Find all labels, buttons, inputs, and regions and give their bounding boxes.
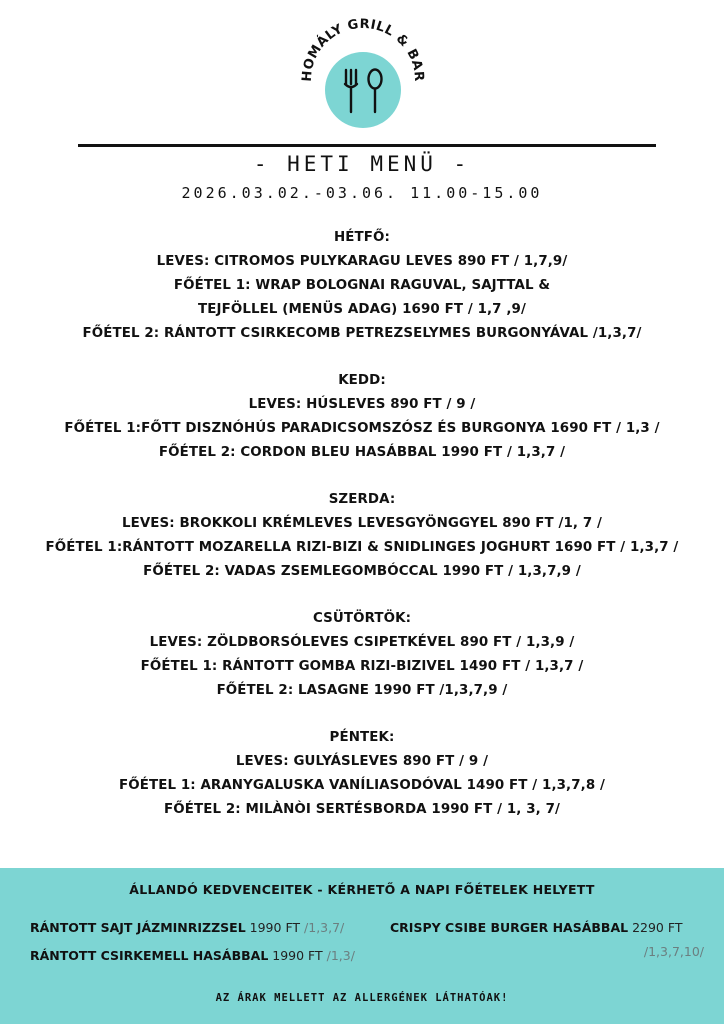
date-range: 2026.03.02.-03.06. 11.00-15.00 xyxy=(181,184,543,202)
menu-line: FŐÉTEL 1: RÁNTOTT GOMBA RIZI-BIZIVEL 1490 FT / 1,3,7 / xyxy=(140,659,584,674)
favorite-allergens: /1,3,7/ xyxy=(304,920,345,935)
favorite-item xyxy=(390,920,682,935)
menu-line: FŐÉTEL 1:RÁNTOTT MOZARELLA RIZI-BIZI & SNIDLINGES JOGHURT 1690 FT / 1,3,7 / xyxy=(45,540,679,555)
favorite-allergens: /1,3,7,10/ xyxy=(643,944,704,959)
menu-line: LEVES: ZÖLDBORSÓLEVES CSIPETKÉVEL 890 FT / 1,3,9 / xyxy=(149,635,575,650)
menu-line: LEVES: CITROMOS PULYKARAGU LEVES 890 FT / 1,7,9/ xyxy=(156,254,568,269)
favorite-item xyxy=(30,920,344,935)
menu-line: FŐÉTEL 2: RÁNTOTT CSIRKECOMB PETREZSELYMES BURGONYÁVAL /1,3,7/ xyxy=(82,326,642,341)
menu-line: FŐÉTEL 2: VADAS ZSEMLEGOMBÓCCAL 1990 FT / 1,3,7,9 / xyxy=(143,564,581,579)
favorite-name: CRISPY CSIBE BURGER HASÁBBAL xyxy=(390,920,629,935)
favorite-allergens: /1,3/ xyxy=(326,948,355,963)
favorite-name: RÁNTOTT SAJT JÁZMINRIZZSEL xyxy=(30,920,246,935)
menu-line: FŐÉTEL 1: ARANYGALUSKA VANÍLIASODÓVAL 1490 FT / 1,3,7,8 / xyxy=(118,778,606,793)
favorites-panel xyxy=(0,868,724,1024)
day-section-monday xyxy=(0,226,724,346)
menu-line: FŐÉTEL 2: CORDON BLEU HASÁBBAL 1990 FT / 1,3,7 / xyxy=(158,445,566,460)
favorite-price: 1990 FT xyxy=(272,948,323,963)
brand-name: HOMÁLY GRILL & BAR xyxy=(299,16,427,83)
day-heading: SZERDA: xyxy=(328,492,396,507)
favorites-title: ÁLLANDÓ KEDVENCEITEK - KÉRHETŐ A NAPI FŐÉTELEK HELYETT xyxy=(129,882,595,897)
day-heading: KEDD: xyxy=(338,373,386,388)
page-title: - HETI MENÜ - xyxy=(253,152,471,176)
favorite-price: 2290 FT xyxy=(632,920,683,935)
restaurant-logo xyxy=(290,8,436,140)
allergen-note: AZ ÁRAK MELLETT AZ ALLERGÉNEK LÁTHATÓAK! xyxy=(215,992,509,1004)
day-section-wednesday xyxy=(0,488,724,584)
day-section-tuesday xyxy=(0,369,724,465)
day-heading: PÉNTEK: xyxy=(329,730,395,745)
day-heading: HÉTFŐ: xyxy=(334,230,390,245)
menu-line: FŐÉTEL 2: MILÀNÒI SERTÉSBORDA 1990 FT / 1, 3, 7/ xyxy=(164,802,560,817)
day-section-thursday xyxy=(0,607,724,703)
day-section-friday xyxy=(0,726,724,822)
menu-line: FŐÉTEL 1: WRAP BOLOGNAI RAGUVAL, SAJTTAL & xyxy=(173,278,551,293)
menu-line: LEVES: GULYÁSLEVES 890 FT / 9 / xyxy=(235,754,489,769)
day-heading: CSÜTÖRTÖK: xyxy=(312,611,412,626)
header-divider xyxy=(78,144,656,147)
menu-line: FŐÉTEL 1:FŐTT DISZNÓHÚS PARADICSOMSZÓSZ ÉS BURGONYA 1690 FT / 1,3 / xyxy=(64,421,660,436)
menu-line: LEVES: HÚSLEVES 890 FT / 9 / xyxy=(248,397,476,412)
favorite-allergens-wrap xyxy=(644,944,704,959)
menu-line: TEJFÖLLEL (MENÜS ADAG) 1690 FT / 1,7 ,9/ xyxy=(198,302,526,317)
favorite-price: 1990 FT xyxy=(249,920,301,935)
fork-and-spoon-icon xyxy=(290,8,436,140)
menu-line: FŐÉTEL 2: LASAGNE 1990 FT /1,3,7,9 / xyxy=(216,683,508,698)
menu-line: LEVES: BROKKOLI KRÉMLEVES LEVESGYÖNGGYEL 890 FT /1, 7 / xyxy=(121,516,603,531)
favorite-item xyxy=(30,948,355,963)
favorite-name: RÁNTOTT CSIRKEMELL HASÁBBAL xyxy=(30,948,269,963)
